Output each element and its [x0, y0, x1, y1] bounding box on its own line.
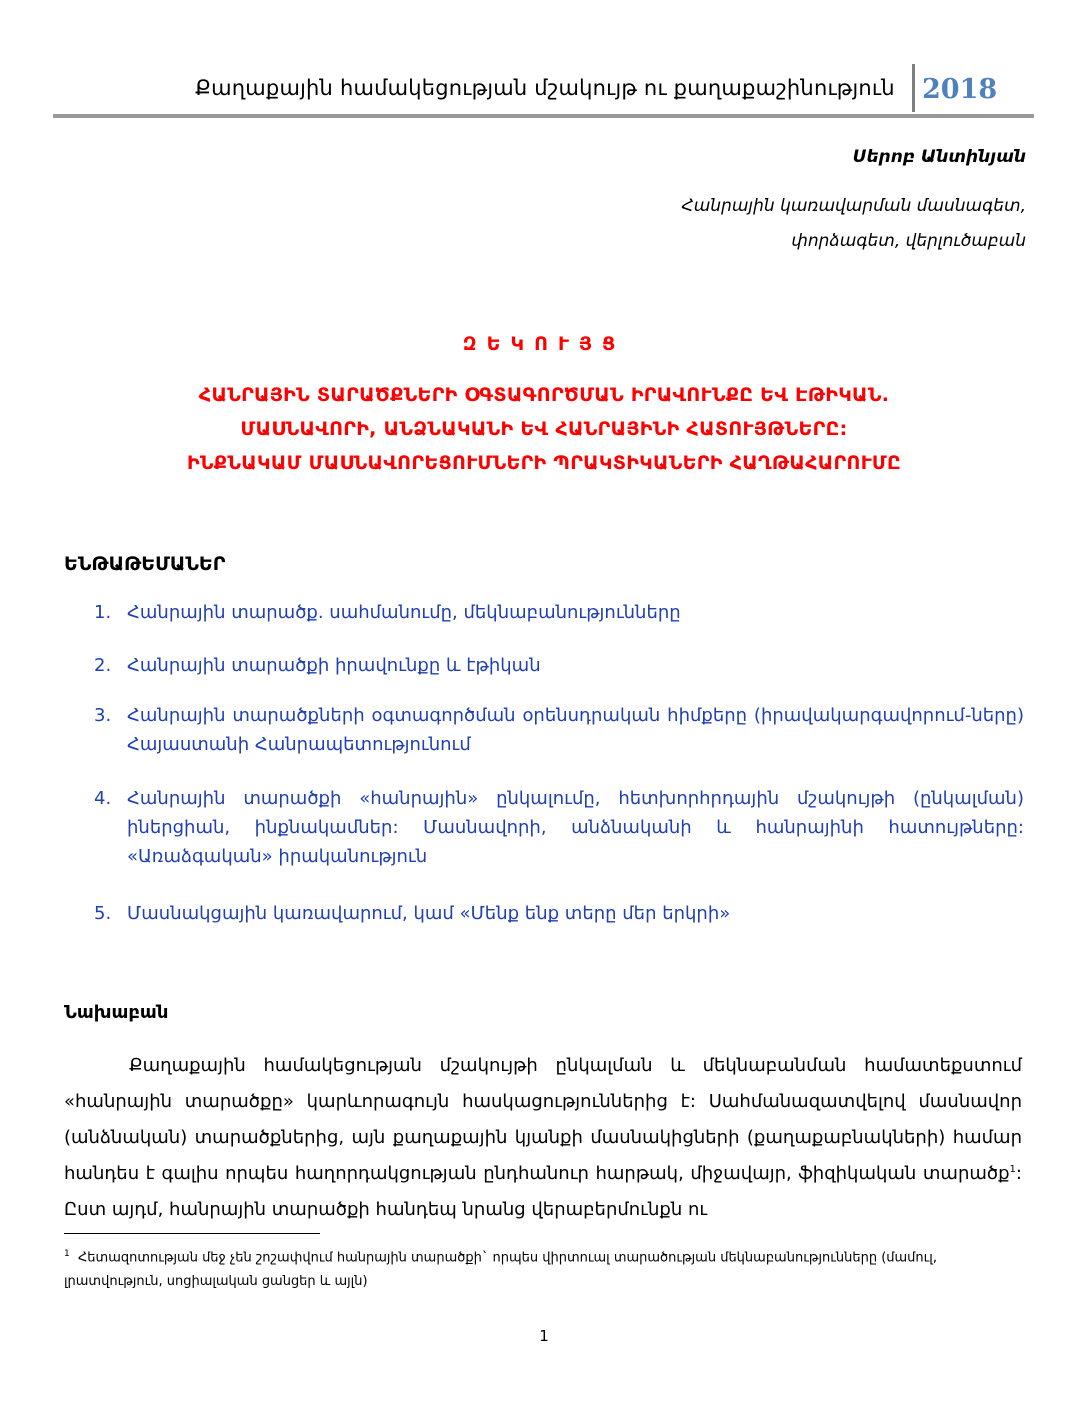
page-number: 1 [539, 1327, 549, 1345]
preface-heading: Նախաբան [64, 1002, 169, 1023]
topic-text: Հանրային տարածք. սահմանումը, մեկնաբանությունները [127, 602, 681, 623]
topic-text: Մասնակցային կառավարում, կամ «Մենք ենք տերը մեր երկրի» [127, 903, 731, 924]
header-title: Քաղաքային համակեցության մշակույթ ու քաղաքաշինություն [195, 76, 895, 100]
topic-number: 1. [94, 602, 112, 623]
topic-number: 2. [94, 655, 112, 676]
author-name: Սերոբ Անտինյան [852, 147, 1026, 167]
topic-item[interactable] [94, 784, 1024, 871]
report-title-line-2: ՄԱՍՆԱՎՈՐԻ, ԱՆՁՆԱԿԱՆԻ ԵՎ ՀԱՆՐԱՅԻՆԻ ՀԱՏՈՒՅԹՆԵՐԸ: [240, 418, 848, 440]
header-rule [53, 114, 1034, 118]
topic-item[interactable] [94, 651, 1024, 680]
preface-paragraph [64, 1048, 1022, 1228]
preface-text-part2: : Ըստ այդմ, հանրային տարածքի հանդեպ նրանց վերաբերմունքն ու [64, 1163, 1022, 1220]
preface-text-part1: Քաղաքային համակեցության մշակույթի ընկալման և մեկնաբանման համատեքստում «հանրային տարածքը» կարևորագույն հասկացություններից է: Սահմանազատվելով մասնավոր (անձնական) տարածքներից, այն քաղաքային կյանքի մասնակիցների (քաղաքաբնակների) համար հանդես է գալիս որպես հաղորդակցության ընդհանուր հարթակ, միջավայր, ֆիզիկական տարածք [64, 1055, 1022, 1184]
author-role-line1: Հանրային կառավարման մասնագետ, [681, 196, 1026, 216]
topic-text: Հանրային տարածքի իրավունքը և էթիկան [127, 655, 541, 676]
topic-item[interactable] [94, 701, 1024, 759]
topic-text: Հանրային տարածքների օգտագործման օրենսդրական հիմքերը (իրավակարգավորում-ները) Հայաստանի Հանրապետությունում [127, 705, 1024, 755]
footnote-rule [64, 1233, 320, 1234]
footnote [64, 1242, 1022, 1294]
report-title-line-1: ՀԱՆՐԱՅԻՆ ՏԱՐԱԾՔՆԵՐԻ ՕԳՏԱԳՈՐԾՄԱՆ ԻՐԱՎՈՒՆՔԸ ԵՎ ԷԹԻԿԱՆ. [198, 384, 890, 406]
footnote-text: Հետազոտության մեջ չեն շոշափվում հանրային տարածքի` որպես վիրտուալ տարածության մեկնաբանությունները (մամուլ, լրատվություն, սոցիալական ցանցեր և այլն) [64, 1250, 937, 1290]
topic-number: 3. [94, 705, 112, 726]
footnote-number: 1 [64, 1249, 70, 1259]
report-title-line-3: ԻՆՔՆԱԿԱՄ ՄԱՍՆԱՎՈՐԵՑՈՒՄՆԵՐԻ ՊՐԱԿՏԻԿԱՆԵՐԻ ՀԱՂԹԱՀԱՐՈՒՄԸ [186, 452, 902, 474]
topic-number: 5. [94, 903, 112, 924]
author-role-line2: փորձագետ, վերլուծաբան [791, 231, 1026, 251]
topic-number: 4. [94, 788, 112, 809]
topic-item[interactable] [94, 598, 1024, 627]
report-label: ԶԵԿՈՒՅՑ [462, 333, 626, 355]
topics-heading: ԵՆԹԱԹԵՄԱՆԵՐ [64, 553, 226, 575]
footnote-reference[interactable]: 1 [1009, 1164, 1016, 1175]
topic-item[interactable] [94, 899, 1024, 928]
header-separator [912, 64, 915, 112]
topic-text: Հանրային տարածքի «հանրային» ընկալումը, հետխորհրդային մշակույթի (ընկալման) իներցիան, ինքնակամներ: Մասնավորի, անձնականի և հանրայինի հատույթները: «Առաձգական» իրականություն [127, 788, 1024, 867]
header-year: 2018 [922, 74, 998, 105]
